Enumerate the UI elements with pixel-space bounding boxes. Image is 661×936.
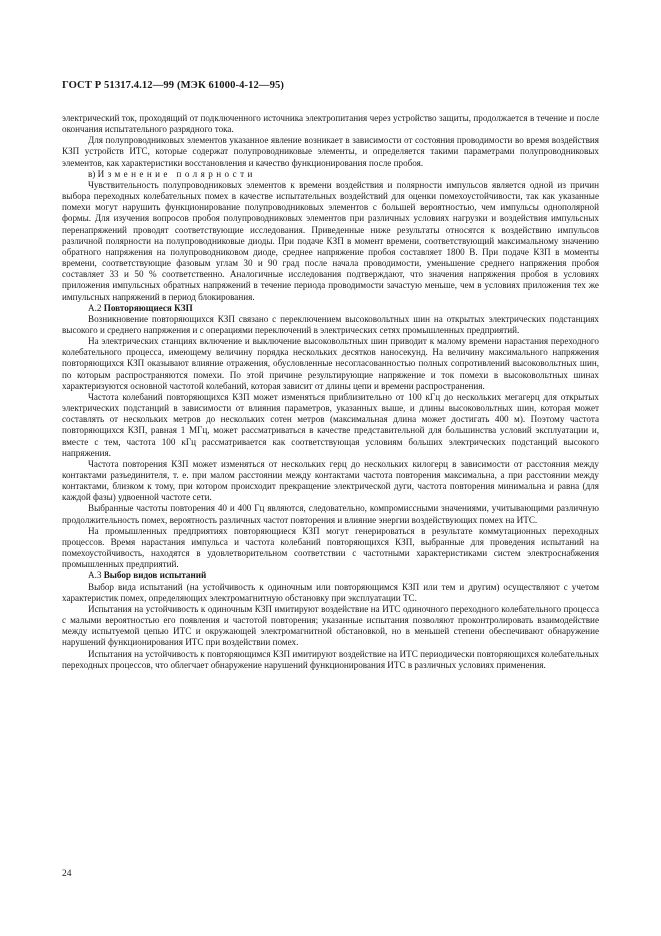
paragraph: Для полупроводниковых элементов указанное явление возникает в зависимости от состояния проводимости во время воздействия КЗП устройств ИТС, которые содержат полупроводниковые элементы, и определяется такими параметрами полупроводниковых элементов, как характеристики восстановления и качество функционирования после пробоя. <box>62 135 599 168</box>
paragraph: Испытания на устойчивость к повторяющимся КЗП имитируют воздействие на ИТС периодически повторяющихся колебательных переходных процессов, что облегчает обнаружение нарушений функционирования ИТС в различных условиях применения. <box>62 648 599 670</box>
paragraph: Частота повторения КЗП может изменяться от нескольких герц до нескольких килогерц в зависимости от расстояния между контактами разъединителя, т. е. при малом расстоянии между контактами частота повторения максимальна, а при расстоянии между контактами, близком к тому, при котором происходит прекращение электрической дуги, частота повторения минимальна и равна (для каждой фазы) удвоенной частоте сети. <box>62 458 599 503</box>
document-header: ГОСТ Р 51317.4.12—99 (МЭК 61000-4-12—95) <box>62 80 285 91</box>
section-title: Повторяющиеся КЗП <box>103 302 193 313</box>
section-number: А.3 <box>88 570 102 581</box>
paragraph: электрический ток, проходящий от подключенного источника электропитания через устройство защиты, продолжается в течение и после окончания испытательного разрядного тока. <box>62 113 599 135</box>
paragraph: Выбор вида испытаний (на устойчивость к одиночным или повторяющимся КЗП или тем и другим) осуществляют с учетом характеристик помех, определяющих электромагнитную обстановку при эксплуатации ТС. <box>62 581 599 603</box>
paragraph: Испытания на устойчивость к одиночным КЗП имитируют воздействие на ИТС одиночного переходного колебательного процесса с малыми вероятностью его появления и частотой повторения; указанные испытания позволяют проконтролировать взаимодействие между испытуемой цепью ИТС и окружающей электромагнитной обстановкой, но в меньшей степени обеспечивают обнаружение нарушений функционирования ИТС при воздействии помех. <box>62 603 599 648</box>
section-title: Выбор видов испытаний <box>103 570 207 581</box>
subheading-title: Изменение полярности <box>97 168 256 179</box>
section-number: А.2 <box>88 302 102 313</box>
section-heading-a2 <box>62 303 599 314</box>
paragraph: Чувствительность полупроводниковых элементов к времени воздействия и полярности импульсов является одной из причин выбора переходных колебательных помех в качестве испытательных воздействий для оценки помехоустойчивости, так как указанные помехи могут нарушить функционирование полупроводниковых элементов с большей вероятностью, чем импульсы однополярной формы. Для изучения вопросов пробоя полупроводниковых элементов при различных условиях нагрузки и воздействия импульсных перенапряжений проводят соответствующие исследования. Приведенные ниже результаты относятся к воздействию импульсов различной полярности на полупроводниковые диоды. При подаче КЗП в момент времени, соответствующий максимальному значению обратного напряжения на полупроводниковом диоде, среднее напряжение пробоя составляет 1800 В. При подаче КЗП в моменты времени, соответствующие фазовым углам 30 и 90 град после начала проводимости, уменьшение среднего напряжения пробоя составляет 33 и 50 % соответственно. Аналогичные исследования подтверждают, что значения напряжения пробоя в условиях приложения импульсных обратных напряжений в течение периода проводимости зачастую меньше, чем в условиях приложения тех же импульсных напряжений в период блокирования. <box>62 179 599 302</box>
paragraph: Возникновение повторяющихся КЗП связано с переключением высоковольтных шин на открытых электрических подстанциях высокого и среднего напряжения и с операциями переключений в электрических сетях промышленных предприятий. <box>62 313 599 335</box>
page-number: 24 <box>62 869 72 879</box>
subheading-polarity <box>62 169 599 180</box>
paragraph: На промышленных предприятиях повторяющиеся КЗП могут генерироваться в результате коммутационных переходных процессов. Время нарастания импульса и частота колебаний повторяющихся КЗП, выбранные для проведения испытаний на помехоустойчивость, находятся в удовлетворительном соответствии с частотными характеристиками систем электроснабжения промышленных предприятий. <box>62 525 599 570</box>
paragraph: Частота колебаний повторяющихся КЗП может изменяться приблизительно от 100 кГц до нескольких мегагерц для открытых электрических подстанций в зависимости от влияния параметров, указанных выше, и длины высоковольтных шин, которая может составлять от нескольких метров до нескольких сотен метров (максимальная длина может достигать 400 м). Поэтому частота повторяющихся КЗП, равная 1 МГц, может рассматриваться в качестве представительной для большинства условий эксплуатации и, вместе с тем, частота 100 кГц рассматривается как соответствующая условиям больших электрических подстанций высокого напряжения. <box>62 391 599 458</box>
document-body <box>62 113 599 671</box>
subheading-prefix: в) <box>88 168 96 179</box>
paragraph: На электрических станциях включение и выключение высоковольтных шин приводит к малому времени нарастания переходного колебательного процесса, имеющему величину порядка нескольких десятков наносекунд. На величину максимального напряжения повторяющихся КЗП оказывают влияние отражения, обусловленные несогласованностью полных сопротивлений высоковольтных шин, по которым распространяются помехи. По этой причине результирующие напряжение и ток помехи в высоковольтных шинах характеризуются основной частотой колебаний, которая зависит от длины цепи и времени распространения. <box>62 336 599 391</box>
paragraph: Выбранные частоты повторения 40 и 400 Гц являются, следовательно, компромиссными значениями, учитывающими различную продолжительность помех, вероятность различных частот повторения и влияние энергии воздействующих помех на ИТС. <box>62 503 599 525</box>
section-heading-a3 <box>62 570 599 581</box>
